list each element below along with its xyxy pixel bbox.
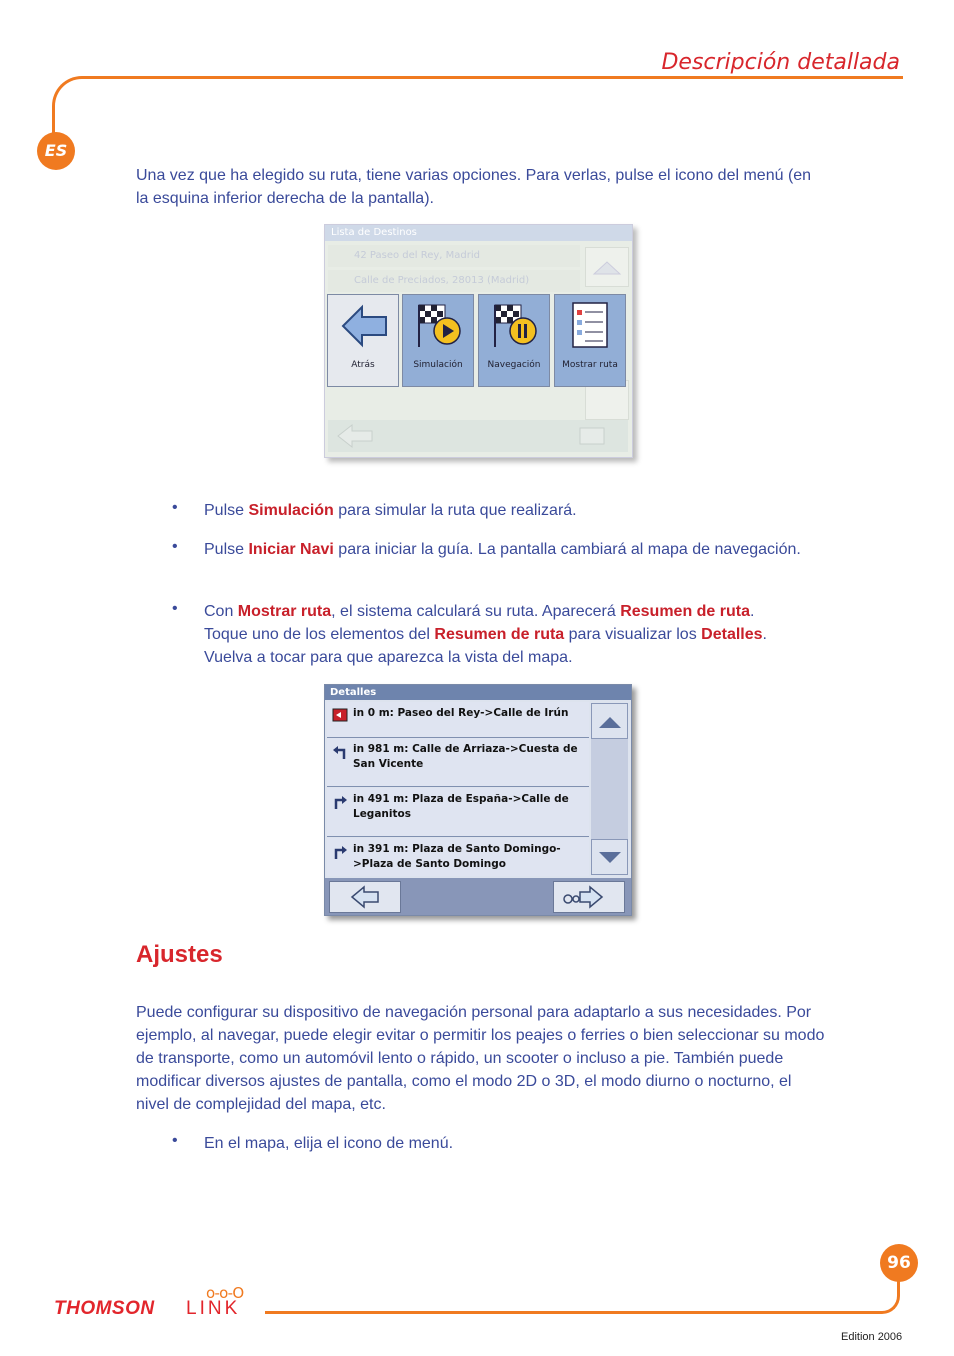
screen1-row-2: Calle de Preciados, 28013 (Madrid): [328, 270, 580, 292]
edition-label: Edition 2006: [841, 1331, 903, 1343]
bullet-simulacion: [204, 499, 804, 522]
tile-atras[interactable]: [327, 294, 399, 387]
bullet3-highlight-4: Detalles: [701, 626, 763, 643]
details-row[interactable]: [327, 738, 589, 787]
checkered-flag-pause-icon: [491, 301, 541, 351]
arrow-down-icon: [592, 840, 628, 876]
screen1-row-1: 42 Paseo del Rey, Madrid: [328, 245, 580, 267]
page-header-title: Descripción detallada: [661, 50, 900, 75]
route-list-icon: [567, 301, 617, 351]
screen1-bottom-icons: [328, 420, 628, 452]
screenshot-route-menu: [324, 224, 633, 458]
details-row[interactable]: [327, 702, 589, 738]
bullet-dot: •: [172, 538, 178, 555]
tile-label-simulacion: Simulación: [413, 360, 463, 370]
bullet-dot: •: [172, 1132, 178, 1149]
bullet2-pre: Pulse: [204, 541, 249, 558]
tile-simulacion[interactable]: [402, 294, 474, 387]
bullet3-highlight-2: Resumen de ruta: [620, 603, 750, 620]
bullet-mostrar-ruta: [204, 600, 794, 669]
tile-label-atras: Atrás: [351, 360, 375, 370]
details-row-text-1: in 0 m: Paseo del Rey->Calle de Irún: [353, 707, 569, 719]
page-number: 96: [880, 1244, 918, 1282]
screen1-bottom-bar: [328, 420, 628, 452]
page-frame-top: [52, 76, 903, 159]
next-arrow-icon: [554, 882, 624, 912]
back-button[interactable]: [329, 881, 401, 913]
intro-paragraph: Una vez que ha elegido su ruta, tiene varias opciones. Para verlas, pulse el icono del menú (en la esquina inferior derecha de la pantalla).: [136, 167, 812, 207]
scroll-down-button[interactable]: [591, 839, 628, 875]
bullet1-highlight: Simulación: [248, 502, 334, 519]
start-flag-icon: [332, 708, 348, 722]
screen1-scroll-up-button[interactable]: [585, 247, 629, 287]
scroll-up-button[interactable]: [591, 703, 628, 739]
arrow-up-icon: [592, 704, 628, 740]
bullet-dot: •: [172, 499, 178, 516]
details-row[interactable]: [327, 788, 589, 837]
back-arrow-icon: [340, 301, 390, 351]
logo-dots-icon: o-o-O: [206, 1284, 244, 1302]
tile-navegacion[interactable]: [478, 294, 550, 387]
section-heading-ajustes: Ajustes: [136, 941, 223, 968]
screenshot-details: [324, 684, 632, 916]
bullet1-post: para simular la ruta que realizará.: [333, 502, 577, 519]
bullet-iniciar-navi: [204, 538, 804, 561]
checkered-flag-play-icon: [415, 301, 465, 351]
bullet2-highlight: Iniciar Navi: [248, 541, 334, 558]
details-row[interactable]: [327, 838, 589, 876]
screen2-bottom-bar: [325, 878, 631, 915]
thomson-link-logo: [54, 1286, 269, 1326]
turn-left-icon: [332, 744, 348, 760]
bullet3-pre: Con: [204, 603, 238, 620]
details-row-text-3: in 491 m: Plaza de España->Calle de Leganitos: [353, 793, 569, 820]
tile-mostrar-ruta[interactable]: [554, 294, 626, 387]
bullet2-post: para iniciar la guía. La pantalla cambiará al mapa de navegación.: [333, 541, 801, 558]
bullet3-mid-1: , el sistema calculará su ruta. Aparecerá: [331, 603, 621, 620]
bullet3-mid-3: para visualizar los: [564, 626, 702, 643]
bullet-dot: •: [172, 600, 178, 617]
screen1-title: Lista de Destinos: [325, 225, 632, 241]
tile-label-navegacion: Navegación: [487, 360, 541, 370]
bullet3-highlight-1: Mostrar ruta: [237, 603, 332, 620]
next-button[interactable]: [553, 881, 625, 913]
details-row-text-2: in 981 m: Calle de Arriaza->Cuesta de San Vicente: [353, 743, 578, 770]
screen2-title: Detalles: [325, 685, 631, 700]
bullet3-highlight-3: Resumen de ruta: [434, 626, 565, 643]
arrow-up-icon: [586, 248, 628, 286]
ajustes-paragraph: Puede configurar su dispositivo de navegación personal para adaptarlo a sus necesidades. Por ejemplo, al navegar, puede elegir evitar o permitir los peajes o ferries o bien seleccionar su modo de transporte, como un automóvil lento o rápido, un scooter o incluso a pie. También puede modificar diversos ajustes de pantalla, como el modo 2D o 3D, el modo diurno o nocturno, el nivel de complejidad del mapa, etc.: [136, 1004, 825, 1113]
page-frame-bottom: [265, 1262, 900, 1314]
bullet-menu-icon: En el mapa, elija el icono de menú.: [204, 1135, 454, 1152]
details-row-text-4: in 391 m: Plaza de Santo Domingo->Plaza de Santo Domingo: [353, 843, 561, 870]
bullet3-mid-2: . Toque uno de los elementos del: [204, 603, 755, 643]
tile-label-mostrar-ruta: Mostrar ruta: [562, 360, 618, 370]
language-badge: ES: [37, 132, 75, 170]
details-scrollbar[interactable]: [591, 703, 628, 875]
logo-text-thomson: THOMSON: [54, 1298, 155, 1319]
back-arrow-icon: [330, 882, 400, 912]
bullet1-pre: Pulse: [204, 502, 249, 519]
turn-right-icon: [332, 844, 348, 860]
bullet3-post: . Vuelva a tocar para que aparezca la vista del mapa.: [204, 626, 767, 666]
turn-right-icon: [332, 794, 348, 810]
logo-text-link: LINK: [186, 1298, 241, 1319]
